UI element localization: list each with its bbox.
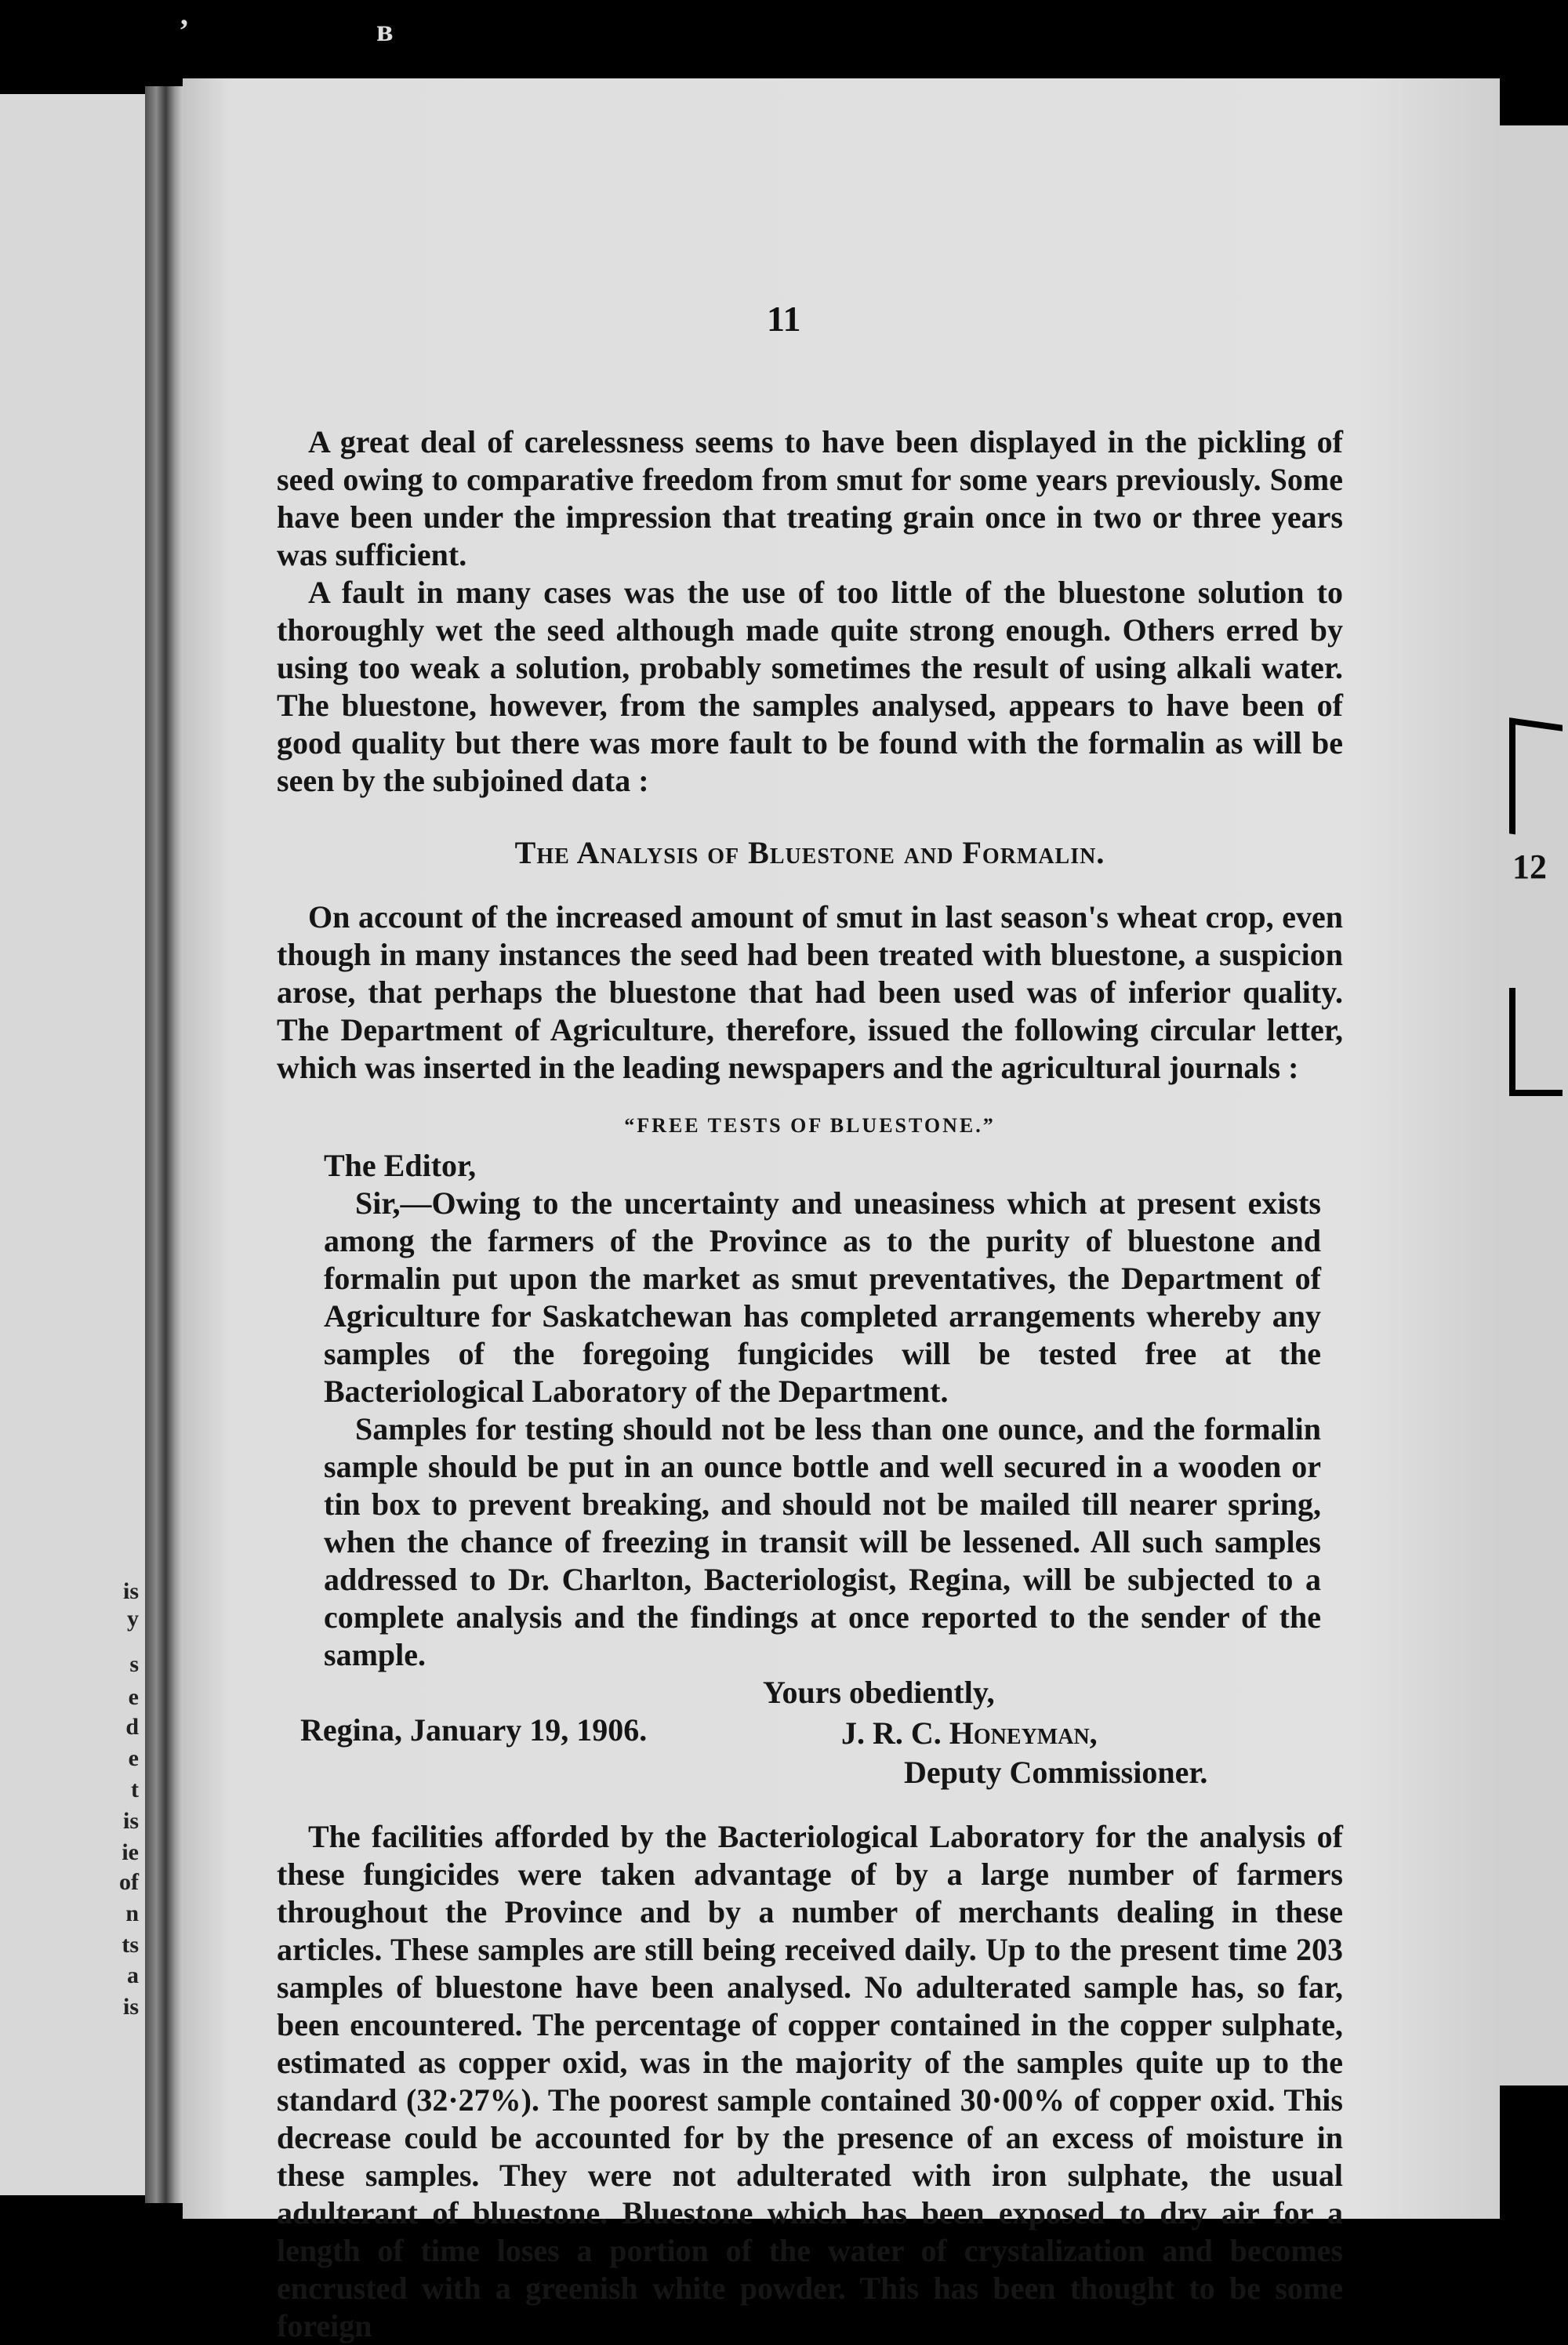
section-heading: The Analysis of Bluestone and Formalin. — [514, 835, 1105, 870]
letter-title: “FREE TESTS OF BLUESTONE.” — [624, 1114, 996, 1137]
complimentary-close: Yours obediently, — [763, 1675, 995, 1711]
facing-page-left — [0, 94, 145, 2195]
margin-fragment: s — [129, 1651, 139, 1677]
margin-fragment: ts — [122, 1932, 139, 1958]
paragraph: On account of the increased amount of smut in last season's wheat crop, even though in many instances the seed had been treated with bluestone, a suspicion arose, that perhaps the bluestone that had been used was of inferior quality. The Department of Agriculture, therefore, issued the following circular letter, which was inserted in the leading newspapers and the agricultural journals : — [277, 899, 1343, 1085]
place-date: Regina, January 19, 1906. — [300, 1712, 648, 1748]
bracket-mark — [1509, 717, 1563, 841]
margin-fragment: e — [128, 1745, 139, 1771]
corner-mark: ’ — [179, 13, 190, 48]
margin-fragment: a — [127, 1962, 139, 1988]
letter-closing — [277, 1674, 1343, 1791]
page-body — [277, 290, 1343, 2345]
book-gutter — [145, 86, 183, 2203]
margin-fragment: y — [127, 1606, 139, 1632]
margin-fragment: n — [125, 1900, 139, 1926]
signer-name: Honeyman, — [949, 1715, 1098, 1751]
signature — [841, 1715, 1098, 1752]
signer-initials: J. R. C. — [841, 1715, 942, 1751]
paragraph: A fault in many cases was the use of too little of the bluestone solution to thoroughly wet the seed although made quite strong enough. Others erred by using too weak a solution, probably sometimes the result of using alkali water. The bluestone, however, from the samples analysed, appears to have been of good quality but there was more fault to be found with the formalin as will be seen by the subjoined data : — [277, 575, 1343, 798]
letter-paragraph: Sir,—Owing to the uncertainty and uneasiness which at present exists among the farmers of the Province as to the purity of bluestone and formalin put upon the market as smut preventatives, the Department of Agriculture for Saskatchewan has completed arrangements whereby any samples of the foregoing fungicides will be tested free at the Bacteriological Laboratory of the Department. — [324, 1185, 1321, 1410]
margin-fragment-right: 12 — [1512, 848, 1547, 886]
margin-fragment: d — [125, 1714, 139, 1740]
bracket-mark — [1509, 988, 1563, 1096]
letter-paragraph: Samples for testing should not be less than one ounce, and the formalin sample should be put in an ounce bottle and well secured in a wooden or tin box to prevent breaking, and should not be mailed till nearer spring, when the chance of freezing in transit will be lessened. All such samples addressed to Dr. Charlton, Bacteriologist, Regina, will be subjected to a complete analysis and the findings at once reported to the sender of the sample. — [324, 1411, 1321, 1673]
margin-fragment: is — [122, 1994, 139, 2020]
margin-fragment: of — [119, 1869, 139, 1895]
margin-fragment: t — [131, 1777, 139, 1802]
corner-mark: ʙ — [376, 13, 394, 48]
signer-title: Deputy Commissioner. — [904, 1755, 1208, 1791]
page-number: 11 — [767, 299, 801, 339]
paragraph: A great deal of carelessness seems to have been displayed in the pickling of seed owing to comparative freedom from smut for some years previously. Some have been under the impression that treating grain once in two or three years was sufficient. — [277, 424, 1343, 572]
book-page — [183, 78, 1500, 2344]
margin-fragment: is — [122, 1578, 139, 1604]
letter-salutation: The Editor, — [324, 1148, 477, 1184]
margin-fragment: e — [128, 1684, 139, 1710]
margin-fragment: ie — [122, 1839, 139, 1865]
facing-page-right — [1500, 125, 1568, 2085]
margin-fragment: is — [122, 1808, 139, 1834]
paragraph: The facilities afforded by the Bacteriological Laboratory for the analysis of these fungicides were taken advantage of by a large number of farmers throughout the Province and by a number of merchants dealing in these articles. These samples are still being received daily. Up to the present time 203 samples of bluestone have been analysed. No adulterated sample has, so far, been encountered. The percentage of copper contained in the copper sulphate, estimated as copper oxid, was in the majority of the samples quite up to the standard (32·27%). The poorest sample contained 30·00% of copper oxid. This decrease could be accounted for by the presence of an excess of moisture in these samples. They were not adulterated with iron sulphate, the usual adulterant of bluestone. Bluestone which has been exposed to dry air for a length of time loses a portion of the water of crystalization and becomes encrusted with a greenish white powder. This has been thought to be some foreign — [277, 1819, 1343, 2344]
circular-letter — [277, 1113, 1343, 1791]
